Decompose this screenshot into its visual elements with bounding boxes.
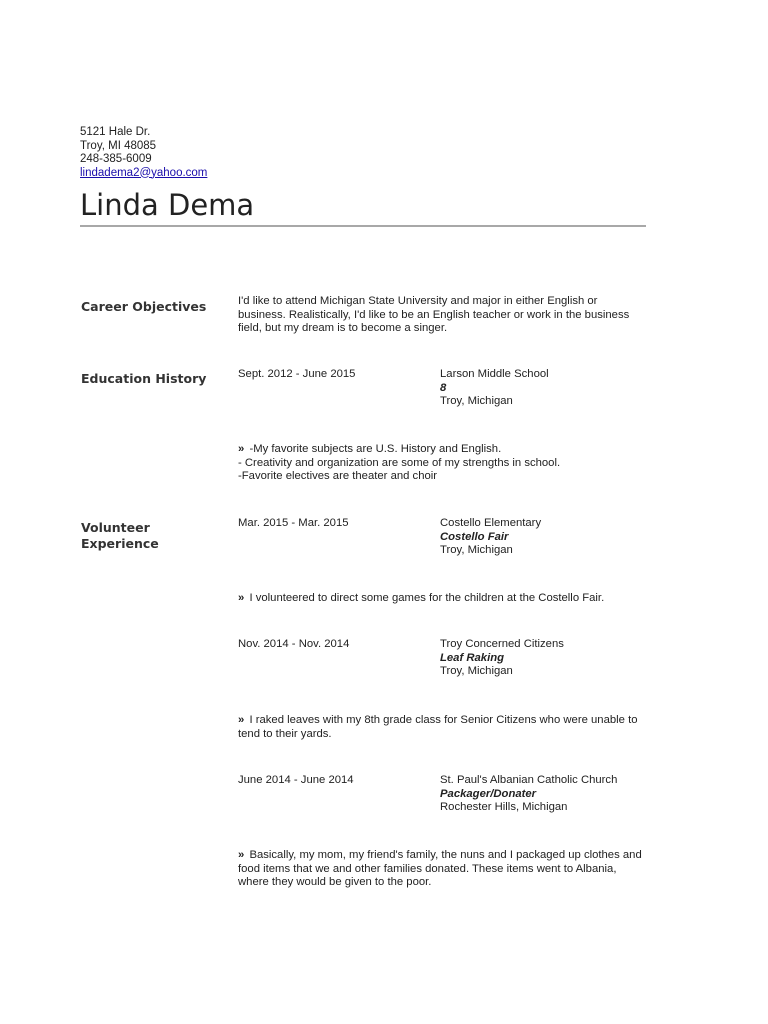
org-name: Costello Elementary [440,517,542,529]
org-name: St. Paul's Albanian Catholic Church [440,774,618,786]
volunteer-experience-heading: Volunteer Experience [81,520,159,551]
education-notes [238,443,648,484]
name-divider [80,225,646,227]
bullet-icon: » [238,714,245,726]
school-location: Troy, Michigan [440,395,513,407]
school-name: Larson Middle School [440,368,549,380]
volunteer-org-block [440,774,650,815]
volunteer-description: » I volunteered to direct some games for the children at the Costello Fair. [238,592,605,604]
volunteer-description: » I raked leaves with my 8th grade class for Senior Citizens who were unable to tend to their yards. [238,714,638,740]
career-objectives-heading: Career Objectives [81,299,207,314]
bullet-icon: » [238,849,245,861]
volunteer-dates: Nov. 2014 - Nov. 2014 [238,638,350,650]
email-link[interactable]: lindadema2@yahoo.com [80,166,208,179]
education-school-block [440,368,650,409]
education-note: » -My favorite subjects are U.S. History and English. [238,443,502,455]
education-history-heading: Education History [81,371,207,386]
org-role: Leaf Raking [440,651,505,664]
phone-number: 248-385-6009 [80,153,152,165]
bullet-icon: » [238,592,245,604]
resume-name: Linda Dema [80,188,255,222]
city-state-zip: Troy, MI 48085 [80,139,157,152]
volunteer-description: » Basically, my mom, my friend's family, the nuns and I packaged up clothes and food items that we and other families donated. These items went to Albania, where they would be given to the poor. [238,849,642,888]
org-name: Troy Concerned Citizens [440,638,564,650]
volunteer-dates: Mar. 2015 - Mar. 2015 [238,517,349,529]
org-location: Troy, Michigan [440,665,513,677]
volunteer-org-block [440,638,650,679]
org-role: Packager/Donater [440,787,537,800]
education-note: -Favorite electives are theater and choir [238,470,438,482]
bullet-icon: » [238,443,245,455]
org-location: Rochester Hills, Michigan [440,801,568,813]
career-objectives-text: I'd like to attend Michigan State University and major in either English or business. Realistically, I'd like to be an English teacher or work in the business field, but my dream is to become a singer. [238,295,630,334]
volunteer-dates: June 2014 - June 2014 [238,774,354,786]
education-dates: Sept. 2012 - June 2015 [238,368,356,380]
street-address: 5121 Hale Dr. [80,126,151,138]
education-note: - Creativity and organization are some of my strengths in school. [238,456,561,469]
volunteer-org-block [440,517,650,558]
org-role: Costello Fair [440,530,509,543]
org-location: Troy, Michigan [440,544,513,556]
contact-block [80,126,207,180]
school-grade: 8 [440,381,447,394]
